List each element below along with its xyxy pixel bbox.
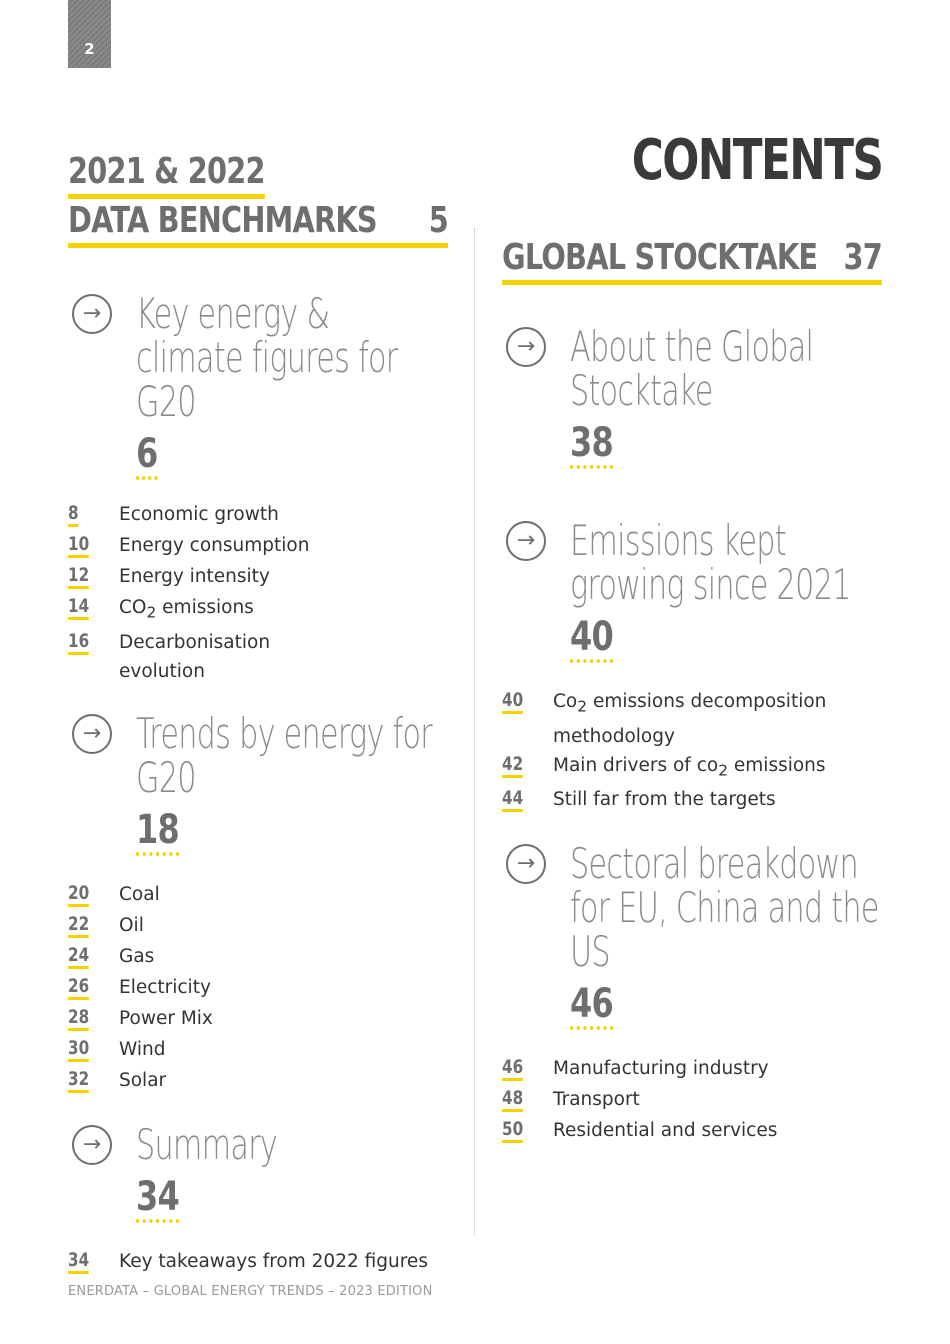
toc-item[interactable] (68, 562, 448, 593)
item-label: Residential and services (553, 1120, 778, 1142)
topic-summary[interactable] (68, 1119, 448, 1223)
arrow-circle-right-icon: → (72, 714, 112, 754)
toc-item[interactable] (68, 593, 448, 628)
arrow-circle-right-icon: → (72, 294, 112, 334)
toc-item[interactable] (68, 1004, 448, 1035)
toc-item[interactable] (68, 1035, 448, 1066)
toc-item[interactable] (502, 1085, 882, 1116)
item-page: 34 (68, 1247, 89, 1274)
item-page: 28 (68, 1004, 89, 1031)
item-page: 22 (68, 911, 89, 938)
topic-title: Sectoral breakdown for EU, China and the US (570, 839, 879, 977)
section-heading-data-benchmarks[interactable] (68, 150, 448, 248)
topic-trends-by-energy[interactable] (68, 708, 448, 856)
item-page: 44 (502, 785, 523, 812)
right-column (502, 236, 882, 1147)
topic-title: Emissions kept growing since 2021 (570, 516, 851, 609)
arrow-circle-right-icon: → (506, 327, 546, 367)
topic-title: Trends by energy for G20 (136, 708, 432, 802)
item-label: Main drivers of $co_2$ emissions (553, 754, 826, 780)
item-page: 8 (68, 500, 79, 527)
toc-item[interactable] (68, 973, 448, 1004)
item-label: $CO_2$ emissions (119, 597, 254, 622)
section-heading-line1: 2021 & 2022 (68, 150, 265, 199)
toc-item[interactable] (68, 911, 448, 942)
item-label: Energy intensity (119, 566, 270, 587)
section-heading-global-stocktake[interactable] (502, 236, 882, 285)
toc-item[interactable] (68, 880, 448, 911)
item-page: 42 (502, 751, 523, 778)
item-label: Solar (119, 1069, 167, 1091)
item-label: Electricity (119, 976, 211, 998)
toc-item[interactable] (68, 942, 448, 973)
topic-page-number: 18 (136, 810, 179, 856)
section-heading-line2: DATA BENCHMARKS (68, 200, 377, 241)
topic-item-list (502, 1054, 882, 1147)
item-label: Oil (119, 914, 144, 936)
topic-title: About the Global Stocktake (570, 322, 814, 415)
toc-item[interactable] (502, 1116, 882, 1147)
section-page-number: 5 (428, 200, 448, 241)
item-label: Power Mix (119, 1007, 213, 1029)
toc-item[interactable] (68, 500, 448, 531)
topic-item-list (68, 500, 448, 686)
toc-item[interactable] (502, 785, 882, 816)
toc-item[interactable] (502, 687, 882, 751)
item-label: Key takeaways from 2022 figures (119, 1250, 428, 1272)
item-page: 10 (68, 531, 89, 558)
item-label: Decarbonisation evolution (119, 631, 271, 682)
column-divider (474, 228, 475, 1236)
item-label: Gas (119, 945, 155, 967)
item-page: 20 (68, 880, 89, 907)
topic-emissions-kept-growing[interactable] (502, 516, 882, 663)
page-title: CONTENTS (631, 128, 882, 193)
toc-item[interactable] (502, 751, 882, 786)
item-page: 40 (502, 687, 523, 714)
item-page: 24 (68, 942, 89, 969)
item-label: Coal (119, 883, 160, 905)
item-label: Energy consumption (119, 535, 310, 556)
arrow-circle-right-icon: → (506, 844, 546, 884)
toc-item[interactable] (68, 628, 448, 686)
item-label: Economic growth (119, 504, 279, 525)
item-label: Still far from the targets (553, 789, 776, 811)
item-page: 48 (502, 1085, 523, 1112)
toc-item[interactable] (68, 1247, 448, 1278)
topic-page-number: 38 (570, 423, 613, 469)
section-heading-title: GLOBAL STOCKTAKE (502, 237, 818, 278)
topic-item-list (68, 880, 448, 1097)
item-page: 46 (502, 1054, 523, 1081)
toc-item[interactable] (502, 1054, 882, 1085)
item-label: Manufacturing industry (553, 1058, 769, 1080)
topic-title: Summary (136, 1119, 278, 1169)
toc-item[interactable] (68, 1066, 448, 1097)
item-page: 32 (68, 1066, 89, 1093)
topic-item-list (502, 687, 882, 816)
topic-key-energy-figures[interactable] (68, 289, 448, 480)
item-label: $Co_2$ emissions decomposition methodology (553, 691, 827, 747)
topic-page-number: 6 (136, 434, 157, 480)
topic-page-number: 34 (136, 1177, 179, 1223)
item-label: Wind (119, 1038, 166, 1060)
arrow-circle-right-icon: → (506, 521, 546, 561)
toc-item[interactable] (68, 531, 448, 562)
page-number: 2 (68, 0, 111, 68)
topic-page-number: 40 (570, 617, 613, 663)
item-label: Transport (553, 1089, 640, 1111)
page-footer: ENERDATA – GLOBAL ENERGY TRENDS – 2023 EDITION (68, 1284, 433, 1299)
arrow-circle-right-icon: → (72, 1125, 112, 1165)
item-page: 30 (68, 1035, 89, 1062)
topic-sectoral-breakdown[interactable] (502, 839, 882, 1030)
section-page-number: 37 (843, 237, 882, 278)
left-column (68, 150, 448, 1278)
topic-about-global-stocktake[interactable] (502, 322, 882, 469)
topic-title: Key energy & climate figures for G20 (136, 289, 398, 426)
topic-page-number: 46 (570, 984, 613, 1030)
item-page: 12 (68, 562, 89, 589)
item-page: 16 (68, 628, 89, 655)
item-page: 26 (68, 973, 89, 1000)
item-page: 50 (502, 1116, 523, 1143)
topic-item-list (68, 1247, 448, 1278)
item-page: 14 (68, 593, 89, 620)
